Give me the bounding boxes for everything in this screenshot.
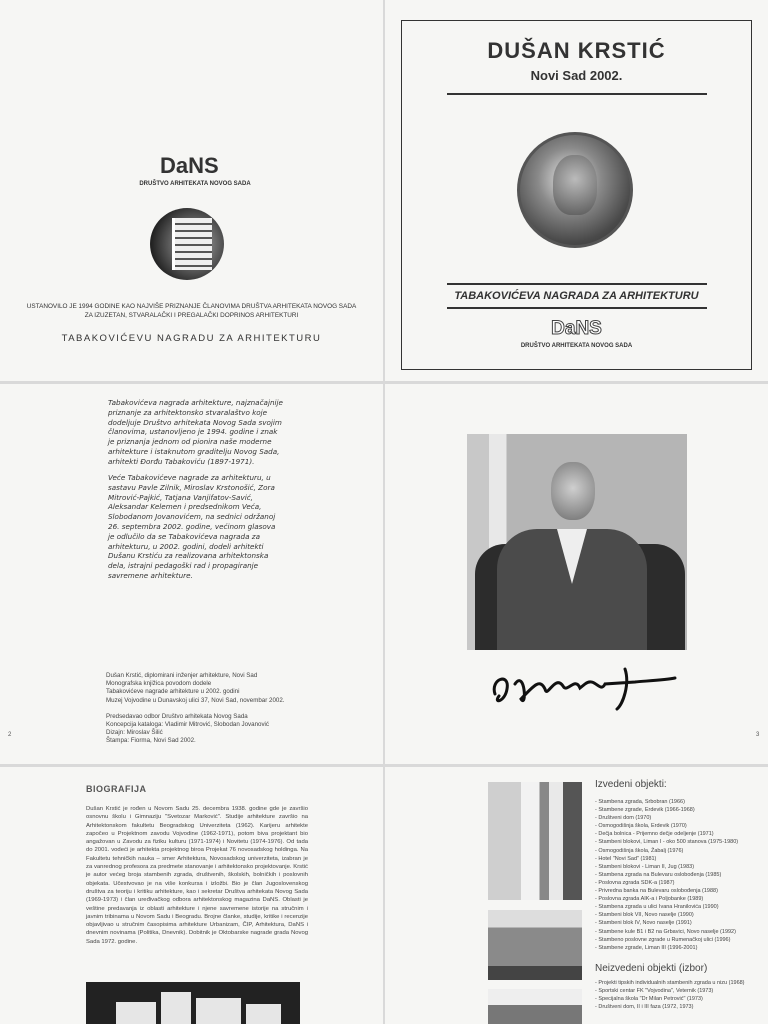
list-item: - Poslovna zgrada AIK-a i Poljobanke (1989): [595, 895, 765, 903]
page-number: 2: [8, 732, 12, 738]
portrait-photo: [467, 434, 687, 650]
list-item: - Hotel "Novi Sad" (1981): [595, 855, 765, 863]
award-statement: [14, 302, 369, 320]
list-item: - Stambeno poslovne zgrade u Rumenačkoj ulici (1996): [595, 936, 765, 944]
credit-line: Dušan Krstić, diplomirani inženjer arhitekture, Novi Sad: [106, 672, 258, 679]
text-line: arhitekti Đorđu Tabakoviću (1897-1971).: [108, 456, 255, 466]
dans-logo: DaNS: [160, 153, 219, 178]
unbuilt-works-heading: Neizvedeni objekti (izbor): [595, 963, 708, 974]
building-photo-tower: [488, 782, 582, 900]
org-name: DRUŠTVO ARHITEKATA NOVOG SADA: [520, 343, 633, 349]
divider: [447, 307, 707, 309]
list-item: - Stambene kule B1 i B2 na Grbavici, Novo naselje (1992): [595, 928, 765, 936]
credit-line: Koncepcija kataloga: Vladimir Mitrović, Slobodan Jovanović: [106, 721, 270, 729]
cover-inside-page: [0, 0, 383, 381]
divider: [447, 93, 707, 95]
section-title: BIOGRAFIJA: [86, 784, 147, 794]
signature-image: [485, 654, 680, 714]
text-line: arhitekture i istaknutom graditelju Novog Sada,: [108, 446, 280, 456]
credit-line: Štampa: Fiorma, Novi Sad 2002.: [106, 737, 196, 745]
page-number: 3: [756, 732, 760, 738]
org-name: DRUŠTVO ARHITEKATA NOVOG SADA: [139, 181, 251, 187]
biography-page: [0, 767, 383, 1024]
text-line: dela, istrajni pedagoški rad i propagiranje: [108, 561, 259, 571]
text-line: članovima, ustanovljeno je 1994. godine i znak: [108, 427, 278, 437]
list-item: - Stambeni blok IV, Novo naselje (1991): [595, 919, 765, 927]
text-line: je odlučilo da se Tabakovićeva nagrada za: [108, 531, 260, 541]
credit-line: Dizajn: Miroslav Šilić: [106, 729, 163, 737]
works-page: [385, 767, 768, 1024]
credit-line: Predsedavao odbor Društvo arhitekata Novog Sada: [106, 712, 248, 720]
text-line: dodeljuje Društvo arhitekata Novog Sada svojim: [108, 417, 282, 427]
medal-image: [517, 132, 633, 248]
statement-line: USTANOVILO JE 1994 GODINE KAO NAJVIŠE PRIZNANJE ČLANOVIMA DRUŠTVA ARHITEKATA NOVOG SADA: [26, 303, 357, 310]
intro-paragraph-1: [108, 398, 318, 467]
list-item: - Društveni dom, II i III faza (1972, 1973): [595, 1003, 765, 1011]
text-line: arhitekturu, u 2002. godini, dodeli arhitekti: [108, 541, 264, 551]
text-line: je priznanja jednom od pionira naše moderne: [108, 437, 272, 447]
list-item: - Stambene zgrade, Erdevik (1966-1968): [595, 806, 765, 814]
built-works-heading: Izvedeni objekti:: [595, 779, 667, 790]
building-round-photo: [150, 208, 224, 280]
text-line: Dušanu Krstiću za realizovana arhitektonska: [108, 551, 269, 561]
list-item: - Specijalna škola "Dr Milan Petrović" (1973): [595, 995, 765, 1003]
text-line: Aleksandar Kelemen i predsednikom Veća,: [108, 502, 262, 512]
built-works-list: [595, 798, 765, 952]
portrait-page: [385, 384, 768, 764]
credit-line: Muzej Vojvodine u Dunavskoj ulici 37, Novi Sad, novembar 2002.: [106, 696, 285, 704]
list-item: - Stambeni blokovi, Liman I - oko 500 stanova (1975-1980): [595, 838, 765, 846]
list-item: - Poslovna zgrada SDK-a (1987): [595, 879, 765, 887]
list-item: - Društveni dom (1970): [595, 814, 765, 822]
list-item: - Osmogodišnja škola, Erdevik (1970): [595, 822, 765, 830]
divider: [447, 283, 707, 285]
award-title: TABAKOVIĆEVU NAGRADU ZA ARHITEKTURU: [61, 333, 322, 344]
list-item: - Stambene zgrade, Liman III (1996-2001): [595, 944, 765, 952]
text-line: Tabakovićeva nagrada arhitekture, najznačajnije: [108, 398, 283, 407]
text-line: priznanje za arhitektonsko stvaralaštvo koje: [108, 407, 268, 417]
dans-logo: DaNS: [551, 318, 602, 339]
intro-page: [0, 384, 383, 764]
laureate-name: DUŠAN KRSTIĆ: [487, 38, 666, 63]
list-item: - Stambeni blok VII, Novo naselje (1990): [595, 911, 765, 919]
text-line: 26. septembra 2002. godine, većinom glasova: [108, 521, 276, 531]
award-title: TABAKOVIĆEVA NAGRADA ZA ARHITEKTURU: [454, 290, 699, 302]
intro-paragraph-2: [108, 473, 318, 581]
list-item: - Projekti tipskih individualnih stambenih zgrada u nizu (1968): [595, 979, 765, 987]
text-line: savremene arhitekture.: [108, 570, 193, 580]
statement-line: ZA IZUZETAN, STVARALAČKI I PREGALAČKI DOPRINOS ARHITEKTURI: [84, 312, 299, 319]
list-item: - Privredna banka na Bulevaru oslobođenja (1988): [595, 887, 765, 895]
list-item: - Osmogodišnja škola, Žabalj (1976): [595, 847, 765, 855]
place-year: Novi Sad 2002.: [530, 68, 623, 83]
title-page: [385, 0, 768, 381]
list-item: - Stambeni blokovi - Liman II, Jug (1983): [595, 863, 765, 871]
text-line: Veće Tabakovićeve nagrade za arhitekturu, u: [108, 473, 271, 482]
text-line: sastavu Pavle Zilnik, Miroslav Krstonošić, Zora: [108, 482, 275, 492]
text-line: Slobodanom Jovanovićem, na sednici održanoj: [108, 512, 276, 522]
credit-line: Monografska knjižica povodom dodele: [106, 680, 212, 688]
colophon: [106, 672, 336, 746]
biography-text: Dušan Krstić je rođen u Novom Sadu 25. decembra 1938. godine gde je završio osnovnu školu i Gimnaziju "Svetozar Marković". Studije arhitekture završio na Arhitektonskom fakultetu Beogradskog Univerziteta (1962). Karijeru arhitekte započeo u Projektnom zavodu Vojvodine (1962-1971), potom biva projektant bio angažovan u Zavodu za fiziku kulturu (1971-1974) i Novitetu (1974-1976). Od tada do 2001. vodeći je arhitekta projektnog biroa Projekat 76 novosadskog holdinga. Na Fakultetu tehničkih nauka – smer Arhitektura, Novosadskog univerziteta, izabran je za vanrednog profesora za predmete stanovanje i arhitektonsko projektovanje. Krstić je autor većeg broja stambenih zgrada, društvenih, školskih, bolničkih i poslovnih objekata. Učestvovao je na više konkursa i izložbi. Bio je član Jugoslovenskog društva za teoriju i kritiku arhitekture, kao i sekretar Društva arhitekata Novog Sada (1969-1973) i član uređivačkog odbora arhitektonskog magazina DaNS. Oblasti je veštine predavanja iz oblasti arhitekture i njene savremene istorije na stručnim i javnim tribinama u Novom Sadu i Beogradu. Brojne članke, studije, kritike i recenzije objavljivao u stručnim časopisima arhitekture Urbanizam, ČIP, Arhitektura, DaNS i dnevnim novinama (Politika, Dnevnik). Dobitnik je Oktobarske nagrade grada Novog Sada 1972. godine.: [86, 806, 308, 945]
list-item: - Dečja bolnica - Prijemno dečje odeljenje (1971): [595, 830, 765, 838]
text-line: Mitrović-Pajkić, Tatjana Vanjifatov-Savić,: [108, 492, 253, 502]
list-item: - Sportski centar FK "Vojvodina", Veternik (1973): [595, 987, 765, 995]
building-photo-blocks: [488, 910, 582, 980]
list-item: - Stambena zgrada na Bulevaru oslobođenja (1985): [595, 871, 765, 879]
list-item: - Stambena zgrada u ulici Ivana Hranilovića (1990): [595, 903, 765, 911]
credit-line: Tabakovićeve nagrade arhitekture u 2002. godini: [106, 688, 240, 696]
list-item: - Stambena zgrada, Srbobran (1966): [595, 798, 765, 806]
architecture-model-photo: [86, 982, 300, 1024]
unbuilt-works-list: [595, 979, 765, 1011]
building-photo-street: [488, 989, 582, 1024]
